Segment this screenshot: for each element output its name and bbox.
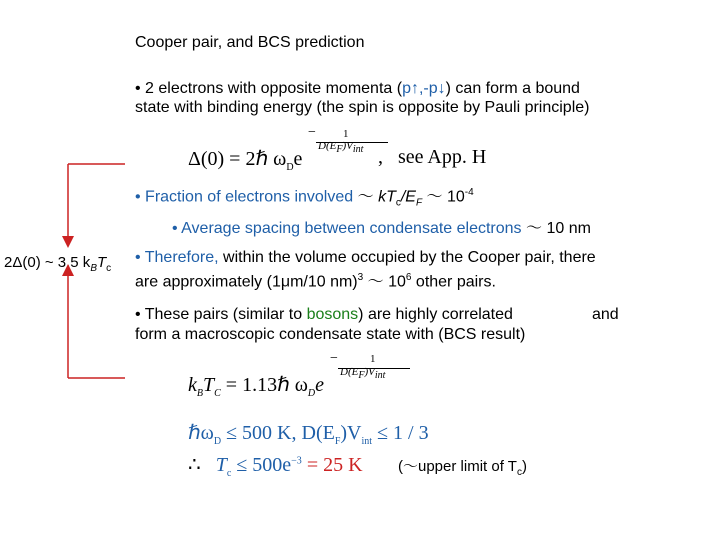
bosons-text: bosons xyxy=(306,306,359,323)
bullet-bound-state: • 2 electrons with opposite momenta (p↑,-p↓) can form a bound xyxy=(135,80,580,97)
bullet-spacing: • Average spacing between condensate electrons ～ 10 nm xyxy=(172,220,591,237)
side-gap-relation: 2Δ(0) ~ 3.5 $k_BT_c$ xyxy=(4,254,112,274)
bullet-bound-state-line2: state with binding energy (the spin is opposite by Pauli principle) xyxy=(135,99,590,116)
page-title: Cooper pair, and BCS prediction xyxy=(135,34,365,51)
momenta-text: p↑,-p↓ xyxy=(402,80,446,97)
bullet-therefore: • Therefore, within the volume occupied by the Cooper pair, there xyxy=(135,249,596,266)
bullet-bosons-line2: form a macroscopic condensate state with (BCS result) xyxy=(135,326,526,343)
bullet-bosons: • These pairs (similar to bosons) are highly correlated xyxy=(135,306,513,323)
bullet-therefore-line2: are approximately (1μm/10 nm)$^3$ ～ $10^6$ other pairs. xyxy=(135,272,496,291)
debye-coupling-equation: ℏω$_D$ ≤ 500 K, $D(E_F)V_{int} \le 1 / 3$ xyxy=(188,422,429,447)
bullet-fraction: • Fraction of electrons involved ～ $kT_c/E_F$ ～ $10^{-4}$ xyxy=(135,187,474,209)
upper-limit-note: (～upper limit of $T_c$) xyxy=(398,458,527,478)
tc-estimate-equation: ∴ $T_c \le 500e^{-3} = 25$ K xyxy=(188,454,363,479)
bullet-bosons-and: and xyxy=(592,306,619,323)
